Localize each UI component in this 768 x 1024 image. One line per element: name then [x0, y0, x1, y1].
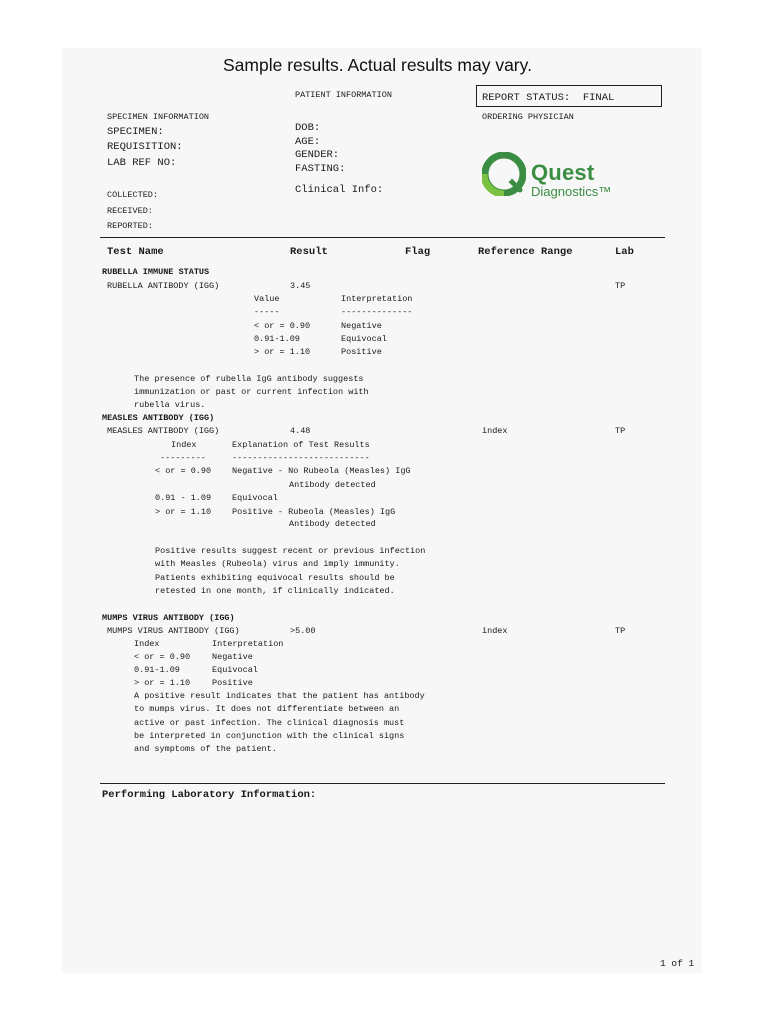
quest-logo-icon — [482, 152, 526, 196]
measles-note-line: with Measles (Rubeola) virus and imply immunity. — [155, 559, 400, 569]
rubella-note-line: immunization or past or current infection with — [134, 387, 369, 397]
mumps-note-line: be interpreted in conjunction with the clinical signs — [134, 731, 405, 741]
measles-row-interp-cont: Antibody detected — [289, 480, 376, 490]
measles-row-value: > or = 1.10 — [155, 507, 212, 517]
measles-col2-rule: --------------------------- — [232, 453, 370, 463]
specimen-field: SPECIMEN: — [107, 126, 164, 138]
measles-note-line: retested in one month, if clinically indicated. — [155, 586, 395, 596]
mumps-row-value: < or = 0.90 — [134, 652, 191, 662]
mumps-row-interp: Negative — [212, 652, 253, 662]
rubella-col2-head: Interpretation — [341, 294, 413, 304]
mumps-range: index — [482, 626, 508, 636]
page-number: 1 of 1 — [660, 958, 695, 969]
mumps-lab: TP — [615, 626, 626, 636]
sample-banner: Sample results. Actual results may vary. — [223, 55, 532, 75]
footer-divider — [100, 783, 665, 784]
mumps-row-interp: Equivocal — [212, 665, 258, 675]
rubella-section-title: RUBELLA IMMUNE STATUS — [102, 267, 210, 277]
measles-row-interp: Positive - Rubeola (Measles) IgG — [232, 507, 396, 517]
mumps-col2-head: Interpretation — [212, 639, 284, 649]
mumps-row-interp: Positive — [212, 678, 253, 688]
rubella-row-value: < or = 0.90 — [254, 321, 311, 331]
measles-row-interp: Equivocal — [232, 493, 278, 503]
measles-section-title: MEASLES ANTIBODY (IGG) — [102, 413, 215, 423]
patient-info-label: PATIENT INFORMATION — [295, 90, 392, 100]
rubella-test-name: RUBELLA ANTIBODY (IGG) — [107, 281, 220, 291]
report-status: REPORT STATUS: FINAL — [482, 92, 615, 104]
measles-note-line: Patients exhibiting equivocal results should be — [155, 573, 395, 583]
rubella-note-line: rubella virus. — [134, 400, 206, 410]
col-test-name: Test Name — [107, 246, 164, 258]
mumps-note-line: A positive result indicates that the patient has antibody — [134, 691, 425, 701]
col-lab: Lab — [615, 246, 634, 258]
mumps-row-value: 0.91-1.09 — [134, 665, 180, 675]
mumps-note-line: to mumps virus. It does not differentiate between an — [134, 704, 400, 714]
measles-col1-rule: --------- — [160, 453, 206, 463]
clinical-info-field: Clinical Info: — [295, 184, 384, 196]
age-field: AGE: — [295, 136, 321, 148]
rubella-result: 3.45 — [290, 281, 311, 291]
mumps-section-title: MUMPS VIRUS ANTIBODY (IGG) — [102, 613, 235, 623]
col-result: Result — [290, 246, 328, 258]
rubella-lab: TP — [615, 281, 626, 291]
performing-lab-heading: Performing Laboratory Information: — [102, 789, 317, 801]
measles-col1-head: Index — [171, 440, 197, 450]
col-flag: Flag — [405, 246, 431, 258]
mumps-test-name: MUMPS VIRUS ANTIBODY (IGG) — [107, 626, 240, 636]
mumps-result: >5.00 — [290, 626, 316, 636]
mumps-note-line: and symptoms of the patient. — [134, 744, 277, 754]
rubella-col1-rule: ----- — [254, 307, 280, 317]
specimen-info-label: SPECIMEN INFORMATION — [107, 112, 210, 122]
quest-logo-sub: Diagnostics™ — [531, 184, 612, 199]
rubella-row-interp: Negative — [341, 321, 382, 331]
measles-row-interp-cont: Antibody detected — [289, 519, 376, 529]
rubella-col1-head: Value — [254, 294, 280, 304]
rubella-row-value: 0.91-1.09 — [254, 334, 300, 344]
measles-result: 4.48 — [290, 426, 311, 436]
measles-row-value: 0.91 - 1.09 — [155, 493, 212, 503]
dob-field: DOB: — [295, 122, 321, 134]
quest-logo-brand: Quest — [531, 160, 595, 185]
requisition-field: REQUISITION: — [107, 141, 183, 153]
mumps-row-value: > or = 1.10 — [134, 678, 191, 688]
measles-row-interp: Negative - No Rubeola (Measles) IgG — [232, 466, 411, 476]
rubella-row-interp: Equivocal — [341, 334, 387, 344]
measles-row-value: < or = 0.90 — [155, 466, 212, 476]
measles-note-line: Positive results suggest recent or previous infection — [155, 546, 426, 556]
rubella-col2-rule: -------------- — [341, 307, 413, 317]
mumps-note-line: active or past infection. The clinical diagnosis must — [134, 718, 405, 728]
rubella-row-value: > or = 1.10 — [254, 347, 311, 357]
fasting-field: FASTING: — [295, 163, 346, 175]
measles-col2-head: Explanation of Test Results — [232, 440, 370, 450]
mumps-col1-head: Index — [134, 639, 160, 649]
measles-lab: TP — [615, 426, 626, 436]
reported-field: REPORTED: — [107, 221, 153, 231]
rubella-row-interp: Positive — [341, 347, 382, 357]
rubella-note-line: The presence of rubella IgG antibody suggests — [134, 374, 364, 384]
measles-test-name: MEASLES ANTIBODY (IGG) — [107, 426, 220, 436]
received-field: RECEIVED: — [107, 206, 153, 216]
lab-ref-field: LAB REF NO: — [107, 157, 177, 169]
col-reference-range: Reference Range — [478, 246, 573, 258]
header-divider — [100, 237, 665, 238]
ordering-physician-label: ORDERING PHYSICIAN — [482, 112, 574, 122]
measles-range: index — [482, 426, 508, 436]
gender-field: GENDER: — [295, 149, 340, 161]
collected-field: COLLECTED: — [107, 190, 159, 200]
